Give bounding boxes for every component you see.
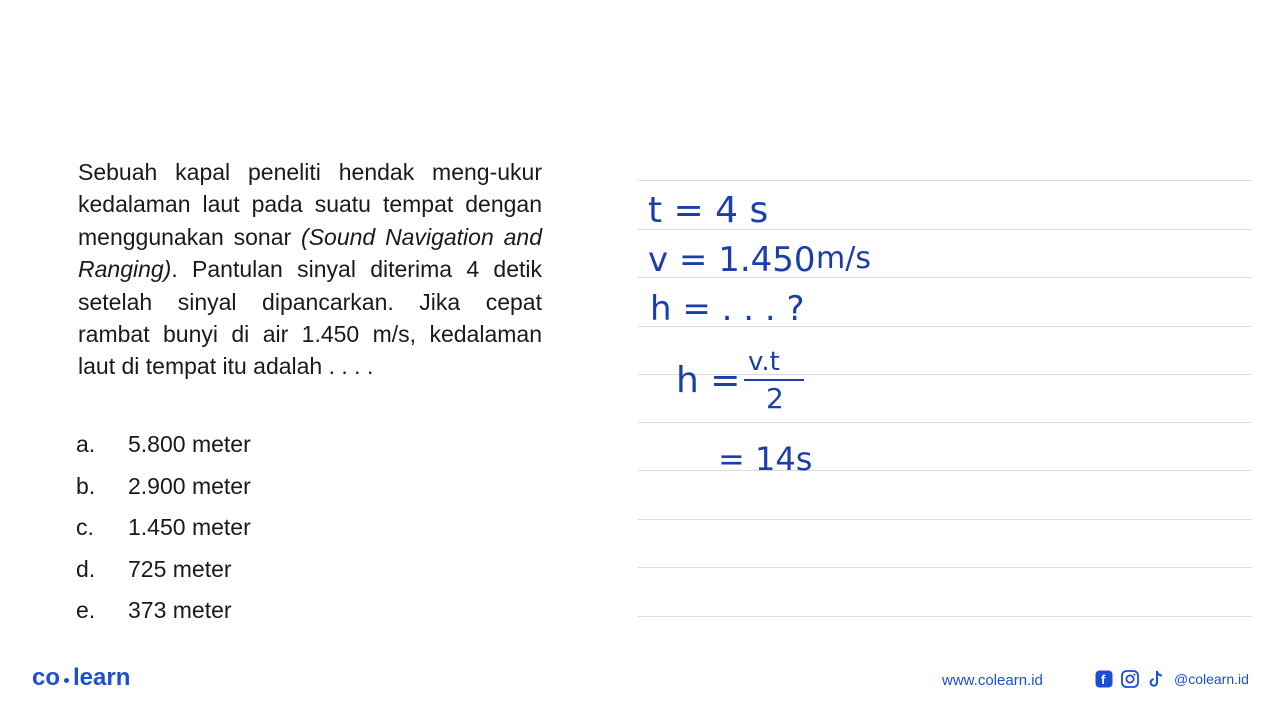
question-text-italic: (Sound Navigation and Ranging) [78, 223, 542, 283]
tiktok-icon[interactable] [1146, 669, 1166, 689]
hw-time: t = 4 s [648, 190, 769, 231]
logo-right: learn [73, 664, 131, 691]
website-link[interactable]: www.colearn.id [942, 672, 1043, 689]
option-text: 1.450 meter [128, 514, 251, 541]
hw-speed-unit: m/s [816, 241, 871, 276]
option-text: 725 meter [128, 555, 232, 582]
hw-formula-lhs: h = [676, 360, 741, 401]
option-text: 373 meter [128, 597, 232, 624]
social-links [1094, 669, 1249, 689]
logo-left: co [32, 664, 61, 691]
option-letter: c. [76, 514, 94, 541]
hw-speed: v = 1.450 [648, 240, 816, 280]
option-letter: a. [76, 431, 96, 458]
instagram-icon[interactable] [1120, 669, 1140, 689]
option-letter: d. [76, 555, 96, 582]
facebook-icon[interactable] [1094, 669, 1114, 689]
option-text: 2.900 meter [128, 472, 251, 499]
option-letter: b. [76, 472, 96, 499]
hw-formula-denominator: 2 [766, 382, 784, 415]
hw-unknown: h = . . . ? [650, 289, 805, 329]
question-text-part2: . Pantulan sinyal diterima 4 detik setelah sinyal dipancarkan. Jika cepat rambat bunyi di air 1.450 m/s, kedalaman laut di tempat itu adalah . . . . [78, 256, 542, 380]
hw-formula-numerator: v.t [748, 347, 780, 377]
svg-text:f: f [1101, 672, 1106, 687]
option-letter: e. [76, 597, 96, 624]
colearn-logo [32, 664, 130, 692]
social-handle: @colearn.id [1174, 671, 1249, 687]
hw-result: = 14s [718, 440, 813, 478]
question-text-part1: Sebuah kapal peneliti hendak meng-ukur kedalaman laut pada suatu tempat dengan menggunakan sonar [78, 159, 542, 250]
option-text: 5.800 meter [128, 431, 251, 458]
logo-dot [64, 678, 69, 683]
